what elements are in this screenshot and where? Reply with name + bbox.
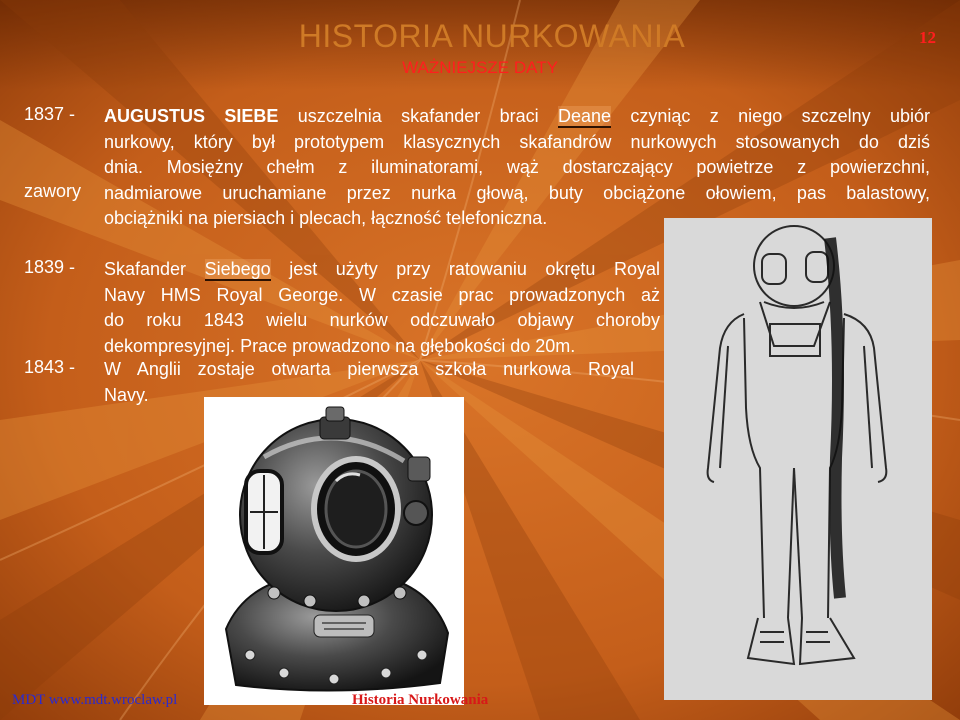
entry-line: W Anglii zostaje otwarta pierwsza szkoła nurkowa Royal	[104, 359, 634, 379]
entry-line: obciążniki na piersiach i plecach, łączność telefoniczna.	[104, 208, 548, 228]
entry-line: nurkowy, który był prototypem klasycznych skafandrów nurkowych stosowanych do dziś	[104, 131, 930, 152]
slide-number: 12	[919, 28, 936, 47]
entry-line: Navy.	[104, 384, 149, 405]
entry-1837-text	[104, 104, 930, 232]
year-1839-label: 1839 -	[24, 257, 76, 277]
entry-1839-text	[104, 257, 660, 359]
slide-subtitle: WAŻNIEJSZE DATY	[402, 58, 558, 77]
slide-title: HISTORIA NURKOWANIA	[298, 18, 686, 54]
year-1837-label: 1837 -	[24, 104, 76, 124]
entry-line: Skafander Siebego jest użyty przy ratowaniu okrętu Royal	[104, 259, 660, 279]
entry-line: dekompresyjnej. Prace prowadzono na głębokości do 20m.	[104, 335, 576, 356]
footer-website: MDT www.mdt.wroclaw.pl	[12, 692, 178, 708]
diving-suit-icon	[664, 218, 932, 700]
diving-suit-image	[664, 218, 932, 700]
diving-helmet-icon	[204, 397, 464, 705]
entry-line: dnia. Mosiężny chełm z iluminatorami, wąż dostarczający powietrze z powierzchni,	[104, 157, 930, 177]
highlighted-word: Siebego	[204, 259, 271, 279]
entry-line: Navy HMS Royal George. W czasie prac prowadzonych aż	[104, 284, 660, 305]
side-label-zawory: zawory	[24, 181, 82, 201]
year-1843-label: 1843 -	[24, 357, 76, 377]
highlighted-word: Deane	[558, 106, 612, 126]
diving-helmet-image	[204, 397, 464, 705]
entry-line: do roku 1843 wielu nurków odczuwało objawy choroby	[104, 310, 660, 330]
footer-title: Historia Nurkowania	[352, 692, 489, 708]
entry-line: nadmiarowe uruchamiane przez nurka głową, buty obciążone ołowiem, pas balastowy,	[104, 182, 930, 203]
entry-line: AUGUSTUS SIEBE uszczelnia skafander braci Deane czyniąc z niego szczelny ubiór	[104, 106, 931, 126]
entry-name: AUGUSTUS SIEBE	[104, 106, 279, 126]
